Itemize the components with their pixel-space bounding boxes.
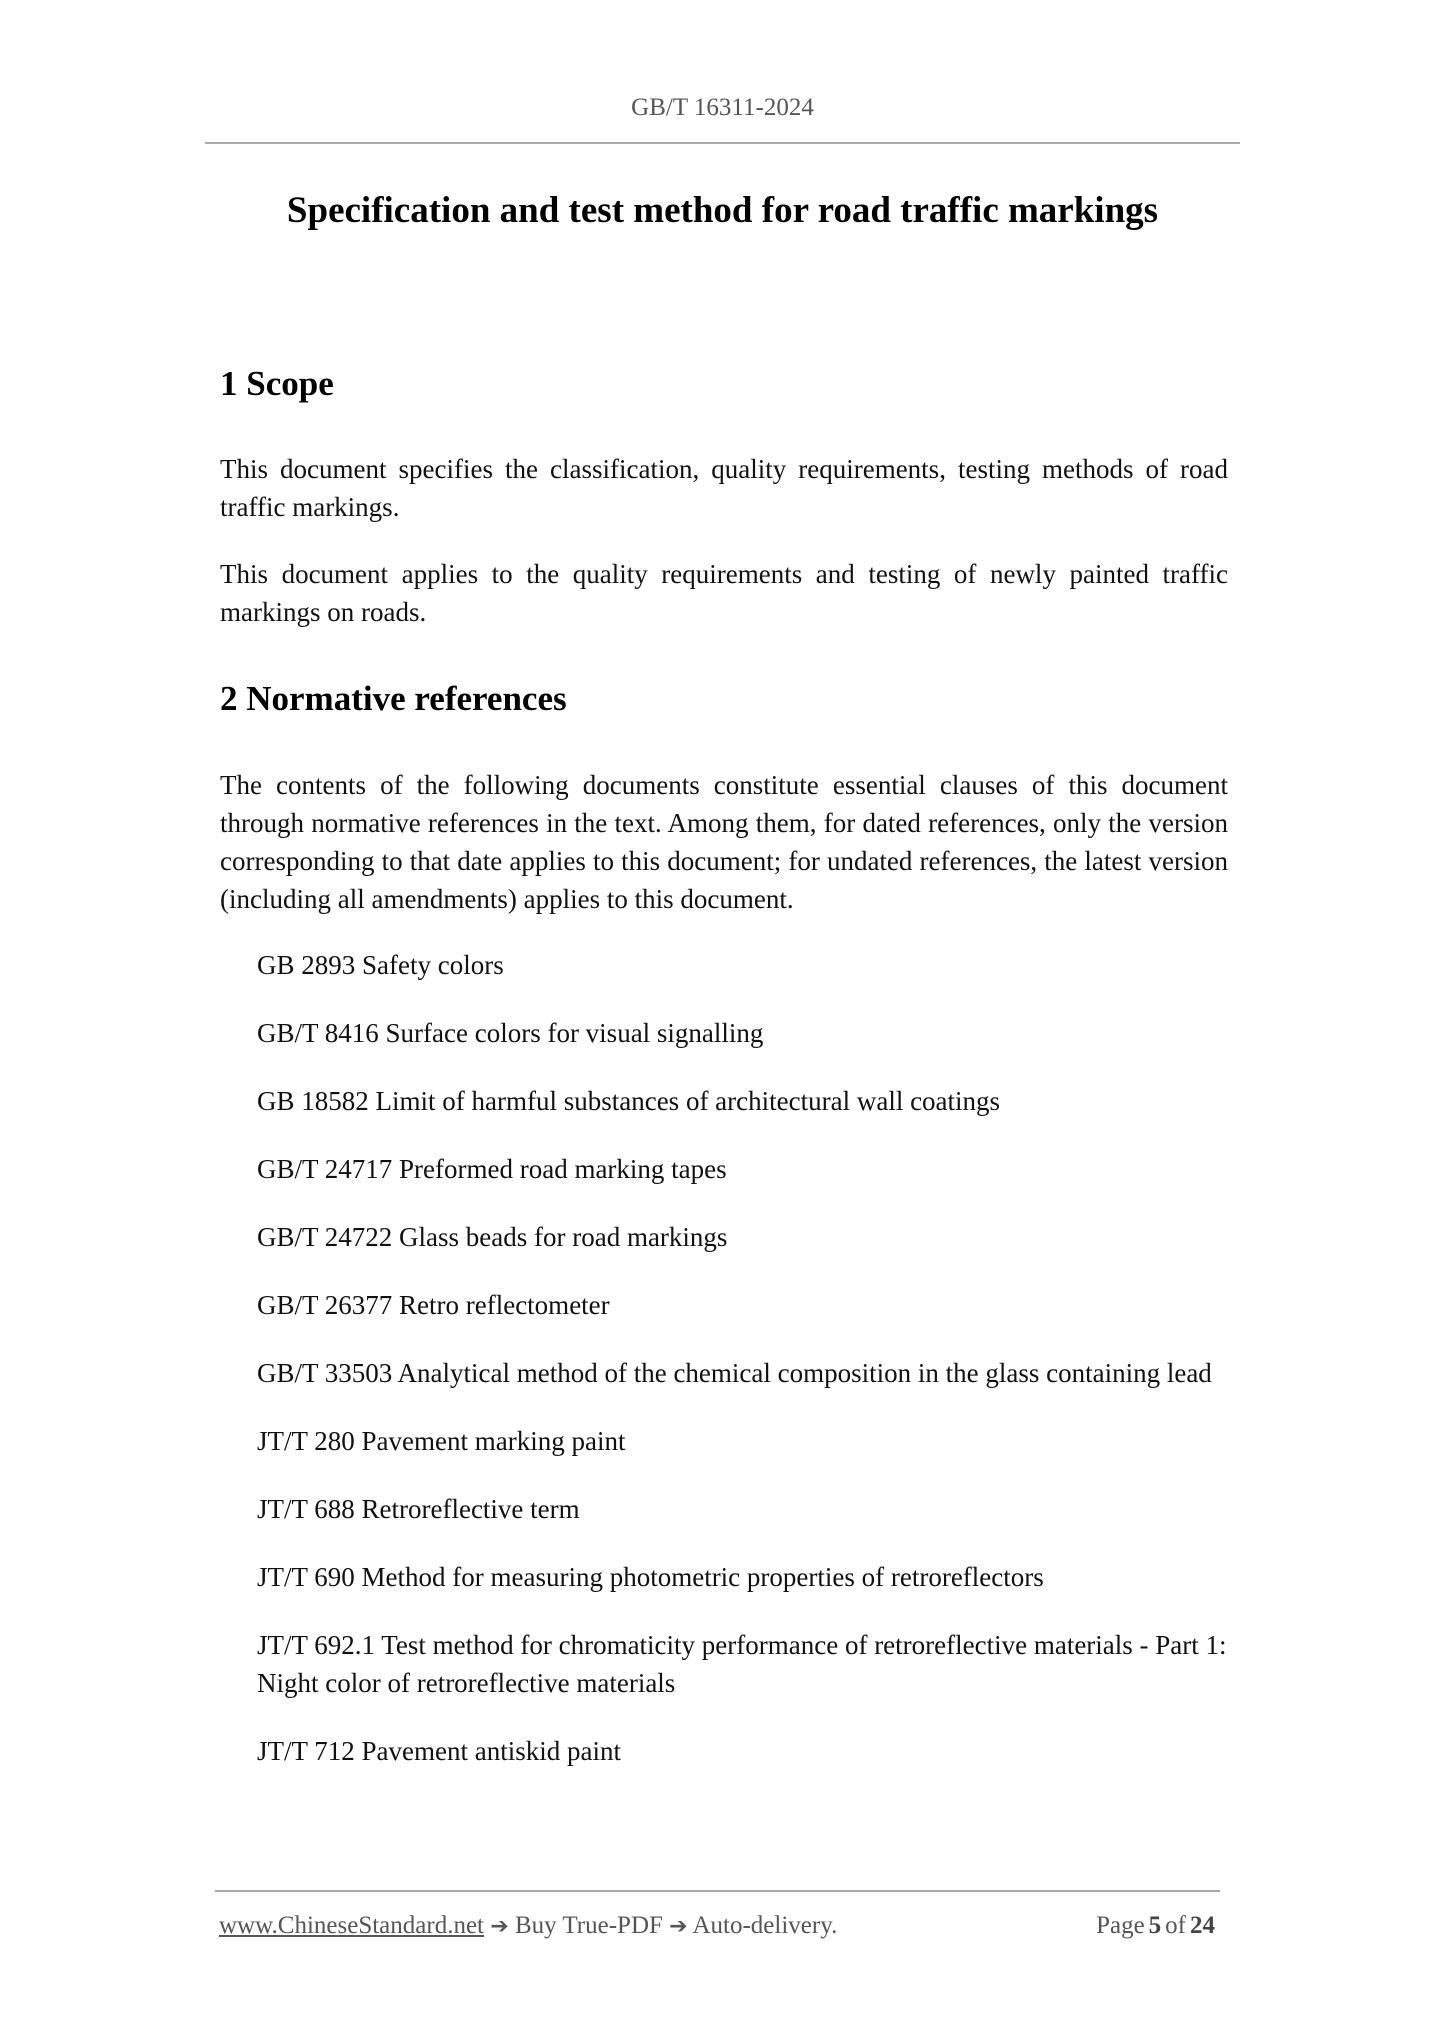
reference-list bbox=[257, 946, 1228, 1800]
normative-references-intro: The contents of the following documents constitute essential clauses of this document through normative references in the text. Among them, for dated references, only the version corresponding to that date applies to this document; for undated references, the latest version (including all amendments) applies to this document. bbox=[220, 770, 1228, 914]
section-heading-scope: 1 Scope bbox=[220, 364, 334, 403]
right-arrow-icon: ➔ bbox=[669, 1914, 688, 1939]
section-heading-normative-references: 2 Normative references bbox=[220, 679, 567, 718]
page-of-label: of bbox=[1165, 1912, 1186, 1939]
running-header: GB/T 16311-2024 bbox=[631, 94, 814, 121]
page-footer bbox=[219, 1911, 1215, 1942]
reference-item: GB/T 24717 Preformed road marking tapes bbox=[257, 1154, 727, 1184]
right-arrow-icon: ➔ bbox=[490, 1914, 509, 1939]
footer-step-delivery: Auto-delivery. bbox=[692, 1912, 838, 1939]
chinesestandard-link[interactable]: www.ChineseStandard.net bbox=[219, 1912, 484, 1939]
reference-item: JT/T 692.1 Test method for chromaticity performance of retroreflective materials - Part 1: Night color of retroreflective materials bbox=[257, 1630, 1227, 1698]
page-indicator bbox=[1092, 1911, 1215, 1942]
reference-item: GB 18582 Limit of harmful substances of architectural wall coatings bbox=[257, 1086, 1001, 1116]
page-total: 24 bbox=[1190, 1912, 1215, 1939]
reference-item: GB/T 8416 Surface colors for visual signalling bbox=[257, 1018, 764, 1048]
page-label: Page bbox=[1096, 1912, 1145, 1939]
reference-item: JT/T 280 Pavement marking paint bbox=[257, 1426, 626, 1456]
reference-item: GB 2893 Safety colors bbox=[257, 950, 504, 980]
reference-item: JT/T 688 Retroreflective term bbox=[257, 1494, 580, 1524]
document-title: Specification and test method for road traffic markings bbox=[286, 190, 1159, 231]
reference-item: GB/T 33503 Analytical method of the chemical composition in the glass containing lead bbox=[257, 1358, 1212, 1388]
page-current: 5 bbox=[1148, 1912, 1162, 1939]
footer-promo bbox=[219, 1911, 837, 1942]
scope-paragraph-1: This document specifies the classification, quality requirements, testing methods of road traffic markings. bbox=[220, 454, 1228, 522]
scope-paragraph-2: This document applies to the quality requirements and testing of newly painted traffic markings on roads. bbox=[220, 559, 1228, 627]
header-divider bbox=[205, 142, 1240, 144]
footer-step-buy: Buy True-PDF bbox=[514, 1912, 663, 1939]
reference-item: JT/T 712 Pavement antiskid paint bbox=[257, 1736, 621, 1766]
reference-item: GB/T 24722 Glass beads for road markings bbox=[257, 1222, 728, 1252]
reference-item: JT/T 690 Method for measuring photometric properties of retroreflectors bbox=[257, 1562, 1044, 1592]
reference-item: GB/T 26377 Retro reflectometer bbox=[257, 1290, 610, 1320]
footer-divider bbox=[215, 1890, 1220, 1892]
